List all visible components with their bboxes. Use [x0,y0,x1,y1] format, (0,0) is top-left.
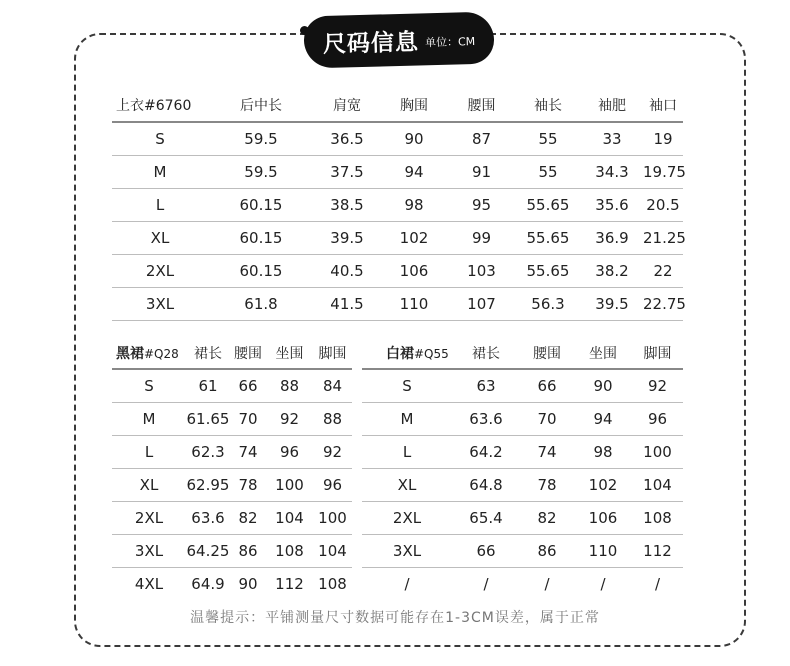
value-cell: 95 [448,189,515,222]
white-skirt-name: 白裙 [386,346,414,362]
size-cell: 3XL [362,535,452,568]
value-cell: / [483,575,489,593]
value-cell: 108 [632,502,683,535]
value-cell: 88 [313,403,352,436]
value-cell: 61 [186,369,230,403]
value-cell: 86 [520,535,574,568]
size-cell: 2XL [112,502,186,535]
size-cell: L [362,436,452,469]
value-cell: 88 [266,369,313,403]
value-cell: 104 [313,535,352,568]
size-cell: 2XL [112,255,208,288]
value-cell: 102 [574,469,632,502]
black-skirt-code: #Q28 [144,347,179,361]
value-cell: 104 [632,469,683,502]
value-cell: 64.2 [452,436,520,469]
value-cell: 92 [632,369,683,403]
measurement-note: 温馨提示：平铺测量尺寸数据可能存在1-3CM误差，属于正常 [190,610,600,626]
value-cell: 70 [230,403,266,436]
title-badge [303,12,494,69]
value-cell: 35.6 [581,189,643,222]
value-cell: 92 [266,403,313,436]
black-skirt-title [112,338,186,369]
size-cell: S [362,369,452,403]
white-skirt-title [362,338,452,369]
value-cell: / [600,575,606,593]
value-cell: 62.3 [186,436,230,469]
value-cell: 106 [380,255,448,288]
value-cell: 39.5 [314,222,380,255]
value-cell: 60.15 [208,222,314,255]
value-cell: 61.8 [208,288,314,321]
size-cell: / [404,575,410,593]
table-row [362,568,683,601]
table-row [362,502,683,535]
value-cell: 99 [448,222,515,255]
value-cell: 90 [238,575,258,593]
value-cell: 100 [266,469,313,502]
skirt-header-cell: 坐围 [266,338,313,369]
table-row [112,255,683,288]
size-cell: XL [112,469,186,502]
size-cell: XL [112,222,208,255]
top-header-cell: 袖长 [515,89,581,122]
value-cell: 22 [643,255,683,288]
top-header-cell: 上衣#6760 [112,89,208,122]
value-cell: 98 [574,436,632,469]
value-cell: 63.6 [452,403,520,436]
value-cell: 21.25 [643,222,683,255]
table-row [112,189,683,222]
skirt-header-cell: 裙长 [452,338,520,369]
size-cell: 4XL [134,575,164,593]
value-cell: / [654,575,661,593]
table-row [112,403,352,436]
size-cell: M [112,403,186,436]
value-cell: 100 [632,436,683,469]
value-cell: / [544,575,550,593]
value-cell: 86 [230,535,266,568]
table-row [112,156,683,189]
skirt-header-cell: 脚围 [632,338,683,369]
table-row [112,288,683,321]
value-cell: 34.3 [581,156,643,189]
size-cell: 3XL [112,288,208,321]
value-cell: 104 [266,502,313,535]
value-cell: 55 [515,156,581,189]
value-cell: 78 [230,469,266,502]
table-row [362,436,683,469]
value-cell: 66 [520,369,574,403]
skirt-header-cell: 坐围 [574,338,632,369]
value-cell: 96 [313,469,352,502]
value-cell: 55.65 [515,189,581,222]
table-row [362,369,683,403]
value-cell: 100 [313,502,352,535]
value-cell: 41.5 [314,288,380,321]
table-row [362,403,683,436]
black-skirt-header-row [112,338,352,369]
table-row [362,535,683,568]
value-cell: 22.75 [643,288,683,321]
value-cell: 110 [574,535,632,568]
value-cell: 65.4 [452,502,520,535]
value-cell: 84 [313,369,352,403]
value-cell: 66 [230,369,266,403]
value-cell: 94 [574,403,632,436]
value-cell: 60.15 [208,255,314,288]
top-header-row [112,89,683,122]
value-cell: 55.65 [515,222,581,255]
value-cell: 64.8 [452,469,520,502]
size-cell: M [112,156,208,189]
black-skirt-name: 黑裙 [116,346,144,362]
value-cell: 63 [452,369,520,403]
black-skirt-size-table [112,338,352,600]
size-cell: L [112,436,186,469]
value-cell: 38.2 [581,255,643,288]
value-cell: 64.9 [191,575,225,593]
table-row [362,469,683,502]
value-cell: 92 [313,436,352,469]
value-cell: 98 [380,189,448,222]
value-cell: 108 [318,575,347,593]
table-row [112,568,352,601]
value-cell: 108 [266,535,313,568]
title-main: 尺码信息 [322,28,420,58]
top-header-cell: 胸围 [380,89,448,122]
value-cell: 37.5 [314,156,380,189]
value-cell: 107 [448,288,515,321]
top-header-cell: 腰围 [448,89,515,122]
table-row [112,122,683,156]
value-cell: 103 [448,255,515,288]
size-cell: S [112,122,208,156]
value-cell: 40.5 [314,255,380,288]
value-cell: 55.65 [515,255,581,288]
value-cell: 19 [643,122,683,156]
value-cell: 112 [275,575,304,593]
size-cell: S [112,369,186,403]
value-cell: 20.5 [643,189,683,222]
size-cell: 2XL [362,502,452,535]
skirt-header-cell: 腰围 [230,338,266,369]
value-cell: 110 [380,288,448,321]
value-cell: 96 [266,436,313,469]
top-header-cell: 袖口 [643,89,683,122]
size-cell: XL [362,469,452,502]
value-cell: 64.25 [186,535,230,568]
value-cell: 82 [520,502,574,535]
skirt-header-cell: 裙长 [186,338,230,369]
value-cell: 96 [632,403,683,436]
white-skirt-size-table [362,338,683,600]
skirt-header-cell: 腰围 [520,338,574,369]
value-cell: 60.15 [208,189,314,222]
value-cell: 56.3 [515,288,581,321]
value-cell: 94 [380,156,448,189]
value-cell: 55 [515,122,581,156]
value-cell: 62.95 [186,469,230,502]
value-cell: 90 [380,122,448,156]
table-row [112,436,352,469]
value-cell: 19.75 [643,156,683,189]
top-header-cell: 后中长 [208,89,314,122]
size-cell: 3XL [112,535,186,568]
value-cell: 106 [574,502,632,535]
value-cell: 36.5 [314,122,380,156]
value-cell: 78 [520,469,574,502]
value-cell: 59.5 [208,122,314,156]
table-row [112,535,352,568]
value-cell: 87 [448,122,515,156]
table-row [112,469,352,502]
value-cell: 74 [520,436,574,469]
white-skirt-code: #Q55 [414,347,449,361]
value-cell: 39.5 [581,288,643,321]
table-row [112,502,352,535]
value-cell: 82 [230,502,266,535]
value-cell: 112 [632,535,683,568]
top-header-cell: 袖肥 [581,89,643,122]
value-cell: 66 [452,535,520,568]
value-cell: 102 [380,222,448,255]
value-cell: 91 [448,156,515,189]
size-cell: L [112,189,208,222]
value-cell: 59.5 [208,156,314,189]
value-cell: 61.65 [186,403,230,436]
value-cell: 70 [520,403,574,436]
size-cell: M [362,403,452,436]
value-cell: 36.9 [581,222,643,255]
value-cell: 38.5 [314,189,380,222]
value-cell: 90 [574,369,632,403]
top-size-table [112,89,686,321]
value-cell: 74 [230,436,266,469]
value-cell: 63.6 [186,502,230,535]
value-cell: 33 [581,122,643,156]
white-skirt-header-row [362,338,683,369]
table-row [112,369,352,403]
skirt-header-cell: 脚围 [313,338,352,369]
top-header-cell: 肩宽 [314,89,380,122]
table-row [112,222,683,255]
title-unit: 单位：CM [424,35,476,50]
